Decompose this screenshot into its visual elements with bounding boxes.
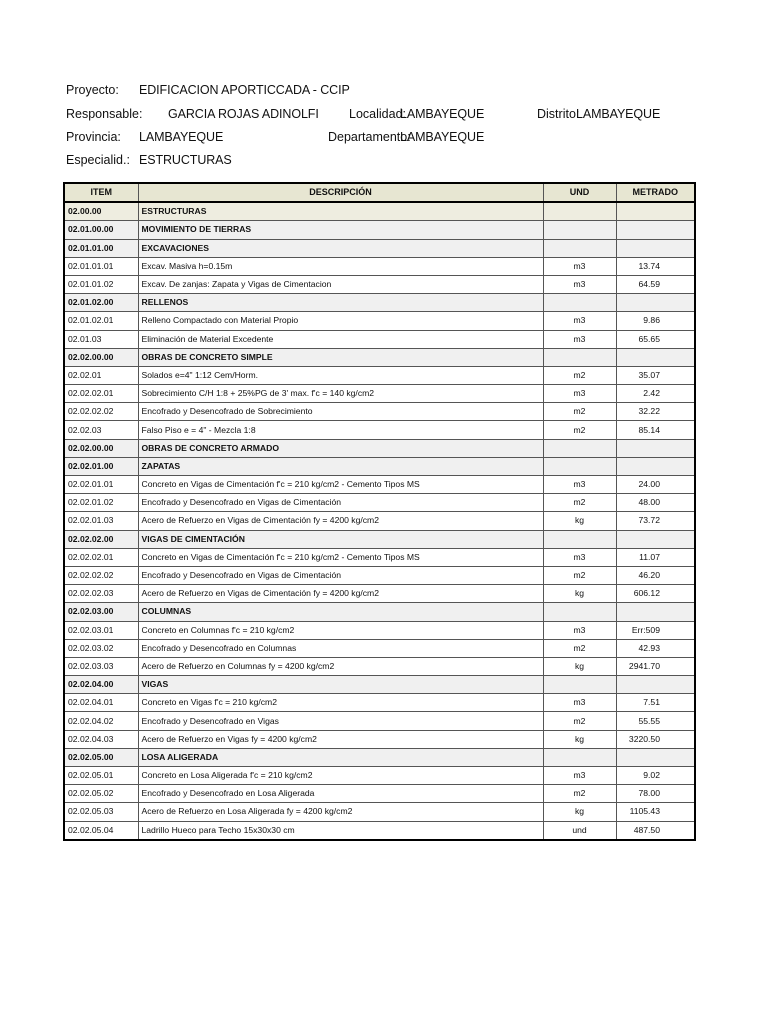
cell-descripcion: VIGAS <box>138 676 543 694</box>
cell-metrado <box>616 221 695 239</box>
cell-und <box>543 603 616 621</box>
cell-metrado: 55.55 <box>616 712 695 730</box>
cell-item: 02.01.01.02 <box>64 275 138 293</box>
table-row <box>64 676 695 694</box>
cell-item: 02.02.01.03 <box>64 512 138 530</box>
departamento-value: LAMBAYEQUE <box>400 130 485 144</box>
cell-und: m3 <box>543 385 616 403</box>
cell-descripcion: Encofrado y Desencofrado en Columnas <box>138 639 543 657</box>
provincia-label: Provincia: <box>66 130 121 144</box>
cell-und: m3 <box>543 330 616 348</box>
cell-und <box>543 530 616 548</box>
cell-metrado: 7.51 <box>616 694 695 712</box>
cell-metrado: 2941.70 <box>616 657 695 675</box>
cell-descripcion: OBRAS DE CONCRETO ARMADO <box>138 439 543 457</box>
cell-item: 02.01.00.00 <box>64 221 138 239</box>
cell-metrado: 48.00 <box>616 494 695 512</box>
localidad-label: Localidad: <box>349 107 406 121</box>
cell-und: m2 <box>543 712 616 730</box>
column-header-metrado: METRADO <box>616 183 695 202</box>
responsable-value: GARCIA ROJAS ADINOLFI <box>168 107 319 121</box>
cell-und: m2 <box>543 421 616 439</box>
cell-und <box>543 239 616 257</box>
cell-und <box>543 748 616 766</box>
table-row <box>64 585 695 603</box>
cell-descripcion: Concreto en Vigas de Cimentación f'c = 210 kg/cm2 - Cemento Tipos MS <box>138 548 543 566</box>
cell-metrado: 11.07 <box>616 548 695 566</box>
cell-descripcion: ZAPATAS <box>138 457 543 475</box>
cell-und: m2 <box>543 566 616 584</box>
cell-item: 02.02.02.01 <box>64 385 138 403</box>
cell-metrado: 65.65 <box>616 330 695 348</box>
cell-metrado <box>616 530 695 548</box>
table-row <box>64 202 695 221</box>
cell-item: 02.02.04.02 <box>64 712 138 730</box>
cell-und: kg <box>543 585 616 603</box>
table-row <box>64 403 695 421</box>
cell-und <box>543 676 616 694</box>
metrado-table <box>63 182 696 841</box>
table-row <box>64 566 695 584</box>
responsable-label: Responsable: <box>66 107 143 121</box>
cell-und: m3 <box>543 275 616 293</box>
cell-metrado: 46.20 <box>616 566 695 584</box>
cell-descripcion: Excav. Masiva h=0.15m <box>138 257 543 275</box>
cell-descripcion: COLUMNAS <box>138 603 543 621</box>
cell-item: 02.02.03.02 <box>64 639 138 657</box>
cell-metrado: 9.86 <box>616 312 695 330</box>
cell-metrado: 42.93 <box>616 639 695 657</box>
cell-descripcion: Concreto en Vigas de Cimentación f'c = 210 kg/cm2 - Cemento Tipos MS <box>138 476 543 494</box>
cell-item: 02.02.05.00 <box>64 748 138 766</box>
distrito-value: LAMBAYEQUE <box>576 107 661 121</box>
cell-item: 02.02.01.00 <box>64 457 138 475</box>
cell-descripcion: Acero de Refuerzo en Vigas fy = 4200 kg/cm2 <box>138 730 543 748</box>
column-header-descripcion: DESCRIPCIÓN <box>138 183 543 202</box>
distrito-label: Distrito: <box>537 107 580 121</box>
table-header-row <box>64 183 695 202</box>
cell-item: 02.02.03 <box>64 421 138 439</box>
table-row <box>64 785 695 803</box>
cell-und <box>543 221 616 239</box>
cell-und: m3 <box>543 257 616 275</box>
cell-item: 02.02.02.00 <box>64 530 138 548</box>
table-row <box>64 221 695 239</box>
table-row <box>64 657 695 675</box>
table-row <box>64 530 695 548</box>
cell-descripcion: VIGAS DE CIMENTACIÓN <box>138 530 543 548</box>
table-row <box>64 748 695 766</box>
cell-item: 02.02.05.02 <box>64 785 138 803</box>
table-row <box>64 803 695 821</box>
cell-descripcion: LOSA ALIGERADA <box>138 748 543 766</box>
cell-descripcion: MOVIMIENTO DE TIERRAS <box>138 221 543 239</box>
cell-und: m3 <box>543 548 616 566</box>
cell-und <box>543 202 616 221</box>
cell-metrado <box>616 239 695 257</box>
cell-metrado: 487.50 <box>616 821 695 840</box>
cell-item: 02.02.02.03 <box>64 585 138 603</box>
table-row <box>64 494 695 512</box>
table-row <box>64 330 695 348</box>
cell-und: kg <box>543 803 616 821</box>
cell-item: 02.02.03.03 <box>64 657 138 675</box>
table-row <box>64 712 695 730</box>
cell-descripcion: Encofrado y Desencofrado de Sobrecimiento <box>138 403 543 421</box>
cell-descripcion: RELLENOS <box>138 294 543 312</box>
cell-metrado: 35.07 <box>616 366 695 384</box>
table-row <box>64 603 695 621</box>
cell-descripcion: OBRAS DE CONCRETO SIMPLE <box>138 348 543 366</box>
cell-und: m3 <box>543 694 616 712</box>
departamento-label: Departamento: <box>328 130 411 144</box>
cell-und: kg <box>543 512 616 530</box>
cell-descripcion: Encofrado y Desencofrado en Vigas de Cimentación <box>138 494 543 512</box>
cell-und: m2 <box>543 494 616 512</box>
provincia-value: LAMBAYEQUE <box>139 130 224 144</box>
cell-descripcion: Solados e=4" 1:12 Cem/Horm. <box>138 366 543 384</box>
table-body <box>64 202 695 840</box>
column-header-item: ITEM <box>64 183 138 202</box>
table-row <box>64 294 695 312</box>
table-row <box>64 821 695 840</box>
table-row <box>64 548 695 566</box>
cell-descripcion: Acero de Refuerzo en Vigas de Cimentación fy = 4200 kg/cm2 <box>138 585 543 603</box>
cell-und: und <box>543 821 616 840</box>
cell-descripcion: Encofrado y Desencofrado en Vigas <box>138 712 543 730</box>
cell-descripcion: Encofrado y Desencofrado en Losa Aligerada <box>138 785 543 803</box>
cell-item: 02.02.05.03 <box>64 803 138 821</box>
proyecto-value: EDIFICACION APORTICCADA - CCIP <box>139 83 350 97</box>
cell-item: 02.01.01.01 <box>64 257 138 275</box>
cell-und: m3 <box>543 621 616 639</box>
especialidad-value: ESTRUCTURAS <box>139 153 232 167</box>
cell-descripcion: Concreto en Columnas f'c = 210 kg/cm2 <box>138 621 543 639</box>
cell-item: 02.02.03.00 <box>64 603 138 621</box>
table-row <box>64 512 695 530</box>
cell-und: kg <box>543 730 616 748</box>
cell-metrado: 606.12 <box>616 585 695 603</box>
cell-und: m2 <box>543 366 616 384</box>
cell-metrado <box>616 294 695 312</box>
cell-item: 02.02.01.01 <box>64 476 138 494</box>
cell-metrado: 85.14 <box>616 421 695 439</box>
cell-descripcion: Ladrillo Hueco para Techo 15x30x30 cm <box>138 821 543 840</box>
cell-und <box>543 457 616 475</box>
cell-item: 02.01.02.00 <box>64 294 138 312</box>
table-row <box>64 694 695 712</box>
table-row <box>64 312 695 330</box>
column-header-und: UND <box>543 183 616 202</box>
table-row <box>64 621 695 639</box>
cell-item: 02.00.00 <box>64 202 138 221</box>
table-row <box>64 476 695 494</box>
cell-metrado <box>616 457 695 475</box>
cell-item: 02.02.01.02 <box>64 494 138 512</box>
cell-und: m2 <box>543 403 616 421</box>
cell-descripcion: Acero de Refuerzo en Vigas de Cimentación fy = 4200 kg/cm2 <box>138 512 543 530</box>
cell-item: 02.02.00.00 <box>64 348 138 366</box>
cell-metrado <box>616 748 695 766</box>
cell-descripcion: Eliminación de Material Excedente <box>138 330 543 348</box>
cell-metrado: 9.02 <box>616 767 695 785</box>
cell-metrado: 78.00 <box>616 785 695 803</box>
cell-item: 02.02.03.01 <box>64 621 138 639</box>
cell-und: m3 <box>543 476 616 494</box>
cell-item: 02.02.01 <box>64 366 138 384</box>
table-row <box>64 385 695 403</box>
cell-item: 02.01.02.01 <box>64 312 138 330</box>
cell-metrado: 64.59 <box>616 275 695 293</box>
cell-descripcion: EXCAVACIONES <box>138 239 543 257</box>
cell-metrado: Err:509 <box>616 621 695 639</box>
table-row <box>64 639 695 657</box>
table-row <box>64 239 695 257</box>
cell-item: 02.02.04.03 <box>64 730 138 748</box>
cell-metrado <box>616 676 695 694</box>
table-row <box>64 457 695 475</box>
cell-metrado: 2.42 <box>616 385 695 403</box>
cell-metrado: 13.74 <box>616 257 695 275</box>
cell-item: 02.02.04.01 <box>64 694 138 712</box>
table-row <box>64 730 695 748</box>
cell-und: m2 <box>543 785 616 803</box>
table-row <box>64 348 695 366</box>
cell-descripcion: Encofrado y Desencofrado en Vigas de Cimentación <box>138 566 543 584</box>
table-row <box>64 421 695 439</box>
cell-descripcion: Sobrecimiento C/H 1:8 + 25%PG de 3' max. f'c = 140 kg/cm2 <box>138 385 543 403</box>
cell-item: 02.02.02.02 <box>64 566 138 584</box>
cell-descripcion: Falso Piso e = 4" - Mezcla 1:8 <box>138 421 543 439</box>
cell-metrado: 3220.50 <box>616 730 695 748</box>
cell-item: 02.02.05.01 <box>64 767 138 785</box>
proyecto-label: Proyecto: <box>66 83 119 97</box>
cell-descripcion: ESTRUCTURAS <box>138 202 543 221</box>
cell-metrado: 24.00 <box>616 476 695 494</box>
cell-metrado <box>616 603 695 621</box>
table-row <box>64 275 695 293</box>
cell-item: 02.01.01.00 <box>64 239 138 257</box>
cell-item: 02.01.03 <box>64 330 138 348</box>
especialidad-label: Especialid.: <box>66 153 130 167</box>
cell-und: m3 <box>543 312 616 330</box>
cell-und: kg <box>543 657 616 675</box>
cell-descripcion: Concreto en Vigas f'c = 210 kg/cm2 <box>138 694 543 712</box>
cell-metrado: 1105.43 <box>616 803 695 821</box>
localidad-value: LAMBAYEQUE <box>400 107 485 121</box>
cell-metrado <box>616 202 695 221</box>
cell-metrado <box>616 439 695 457</box>
cell-descripcion: Excav. De zanjas: Zapata y Vigas de Cimentacion <box>138 275 543 293</box>
cell-item: 02.02.04.00 <box>64 676 138 694</box>
cell-und <box>543 348 616 366</box>
cell-descripcion: Acero de Refuerzo en Columnas fy = 4200 kg/cm2 <box>138 657 543 675</box>
cell-item: 02.02.00.00 <box>64 439 138 457</box>
cell-descripcion: Acero de Refuerzo en Losa Aligerada fy = 4200 kg/cm2 <box>138 803 543 821</box>
cell-metrado: 73.72 <box>616 512 695 530</box>
table-row <box>64 767 695 785</box>
cell-descripcion: Concreto en Losa Aligerada f'c = 210 kg/cm2 <box>138 767 543 785</box>
cell-und <box>543 294 616 312</box>
table-row <box>64 366 695 384</box>
table-row <box>64 257 695 275</box>
cell-und: m2 <box>543 639 616 657</box>
cell-item: 02.02.02.01 <box>64 548 138 566</box>
cell-item: 02.02.02.02 <box>64 403 138 421</box>
cell-descripcion: Relleno Compactado con Material Propio <box>138 312 543 330</box>
cell-item: 02.02.05.04 <box>64 821 138 840</box>
cell-und: m3 <box>543 767 616 785</box>
cell-metrado <box>616 348 695 366</box>
cell-metrado: 32.22 <box>616 403 695 421</box>
table-row <box>64 439 695 457</box>
cell-und <box>543 439 616 457</box>
